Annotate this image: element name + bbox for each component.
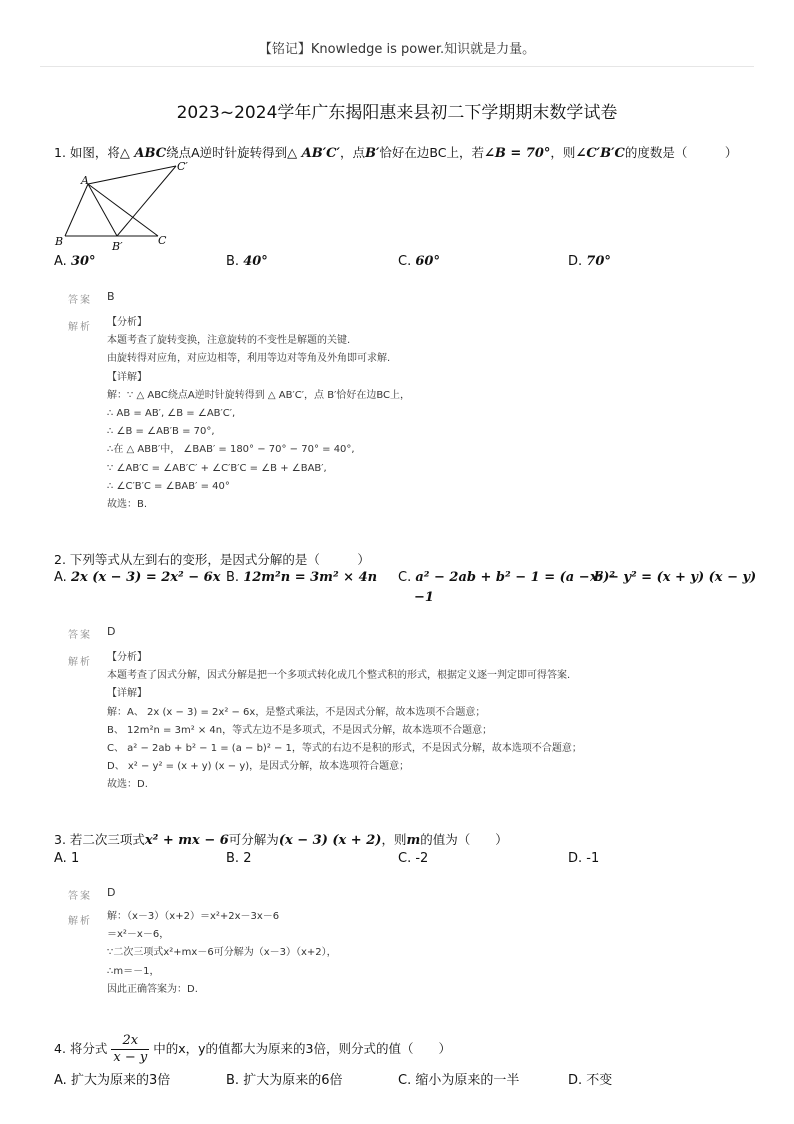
q1-math: ∠C′B′C <box>575 146 625 161</box>
option-letter: B. <box>226 1073 240 1088</box>
q2-option-c-continued <box>414 590 434 605</box>
q1-option-c[interactable] <box>398 254 440 269</box>
option-value: 1 <box>70 851 80 866</box>
q2-option-c[interactable] <box>398 570 615 585</box>
option-value: −1 <box>414 590 434 605</box>
header-motto: 【铭记】Knowledge is power.知识就是力量。 <box>258 42 536 57</box>
option-letter: D. <box>568 1073 583 1088</box>
q1-explain-label: 解析 <box>68 322 92 333</box>
q2-option-d[interactable] <box>590 570 790 585</box>
explain-line: 解：（x－3）（x+2）＝x²+2x－3x－6 <box>107 911 280 922</box>
fraction-denominator: x − y <box>113 1050 148 1065</box>
q3-stem-text: 3. 若二次三项式 <box>54 832 145 847</box>
option-value: -1 <box>586 851 600 866</box>
q1-stem-text: 的度数是（ ） <box>624 145 738 160</box>
q2-answer-label: 答案 <box>68 630 92 641</box>
label-A: A <box>81 174 89 187</box>
q4-option-a[interactable] <box>54 1069 170 1088</box>
q2-explanation <box>107 649 582 795</box>
q2-stem: 2. 下列等式从左到右的变形，是因式分解的是（ ） <box>54 552 370 567</box>
explain-line: ∵二次三项式x²+mx－6可分解为（x－3）（x+2）， <box>107 947 337 959</box>
q4-stem <box>54 1033 451 1066</box>
option-value: x² − y² = (x + y) (x − y) <box>590 570 757 585</box>
q1-option-a[interactable] <box>54 254 96 269</box>
explain-line: 【详解】 <box>107 688 147 700</box>
option-value: 缩小为原来的一半 <box>415 1073 520 1088</box>
q1-math: ∠B = 70° <box>484 146 551 161</box>
q4-option-c[interactable] <box>398 1069 519 1088</box>
label-B-prime: B′ <box>112 240 123 253</box>
option-letter: B. <box>226 254 240 269</box>
explain-line: 由旋转得对应角，对应边相等，利用等边对等角及外角即可求解. <box>107 353 391 365</box>
option-letter: A. <box>54 851 67 866</box>
q1-math: B′ <box>364 146 380 161</box>
option-value: 70° <box>586 254 611 269</box>
q2-option-a[interactable] <box>54 570 220 585</box>
option-letter: D. <box>568 254 583 269</box>
q1-stem-text: 1. 如图，将 <box>54 145 120 160</box>
header-divider <box>40 66 754 67</box>
option-letter: C. <box>398 570 412 585</box>
explain-line: 【分析】 <box>107 652 147 663</box>
figure-segment <box>65 184 88 236</box>
q2-answer-value: D <box>107 625 116 638</box>
q3-explain-label: 解析 <box>68 916 92 927</box>
explain-line: 解：∵ △ ABC绕点A逆时针旋转得到 △ AB′C′，点 B′恰好在边BC上， <box>107 389 411 401</box>
explain-line: C、 a² − 2ab + b² − 1 = (a − b)² − 1，等式的右边不是积的形式，不是因式分解，故本选项不合题意； <box>107 743 582 755</box>
q2-explain-label: 解析 <box>68 657 92 668</box>
q1-stem-text: 绕点A逆时针旋转得到 <box>166 145 288 160</box>
q1-explanation <box>107 314 410 514</box>
explain-line: B、 12m²n = 3m² × 4n，等式左边不是多项式，不是因式分解，故本选项不合题意； <box>107 724 493 736</box>
explain-line: ∴ ∠B = ∠AB′B = 70°, <box>107 426 215 438</box>
q3-option-a[interactable] <box>54 851 79 866</box>
explain-line: 解：A、 2x (x − 3) = 2x² − 6x，是整式乘法，不是因式分解，故本选项不合题意； <box>107 706 486 718</box>
explain-line: ∴m＝－1， <box>107 965 160 977</box>
explain-line: 故选：B. <box>107 499 148 511</box>
q1-stem-text: ，则 <box>550 145 576 160</box>
q4-stem-text: 中的x，y的值都大为原来的3倍，则分式的值（ ） <box>153 1041 451 1056</box>
explain-line: 【详解】 <box>107 371 147 383</box>
q3-option-d[interactable] <box>568 851 599 866</box>
q1-option-b[interactable] <box>226 254 268 269</box>
q4-stem-text: 4. 将分式 <box>54 1041 108 1056</box>
q3-math: (x − 3) (x + 2) <box>278 833 382 848</box>
q1-math: △ ABC <box>119 146 167 161</box>
option-letter: D. <box>568 851 583 866</box>
q4-option-d[interactable] <box>568 1069 612 1088</box>
option-value: 不变 <box>586 1073 613 1088</box>
explain-line: ∴ AB = AB′, ∠B = ∠AB′C′, <box>107 408 236 420</box>
q1-stem-text: ，点 <box>339 145 365 160</box>
q3-answer-label: 答案 <box>68 891 92 902</box>
q3-explanation <box>107 908 337 999</box>
q1-option-d[interactable] <box>568 254 611 269</box>
explain-line: ∵ ∠AB′C = ∠AB′C′ + ∠C′B′C = ∠B + ∠BAB′, <box>107 462 327 474</box>
option-value: 2x (x − 3) = 2x² − 6x <box>70 570 221 585</box>
page-title: 2023~2024学年广东揭阳惠来县初二下学期期末数学试卷 <box>176 103 618 123</box>
explain-line: ＝x²－x－6， <box>107 929 170 941</box>
option-value: 扩大为原来的3倍 <box>70 1073 171 1088</box>
explain-line: 【分析】 <box>107 317 147 328</box>
explain-line: ∴在 △ ABB′中， ∠BAB′ = 180° − 70° − 70° = 40°, <box>107 444 355 456</box>
q1-math: △ AB′C′ <box>287 146 340 161</box>
q1-answer-label: 答案 <box>68 295 92 306</box>
q2-option-b[interactable] <box>226 570 377 585</box>
q3-stem-text: ，则 <box>381 832 407 847</box>
option-value: 扩大为原来的6倍 <box>243 1073 343 1088</box>
explain-line: D、 x² − y² = (x + y) (x − y)，是因式分解，故本选项符合题意； <box>107 761 410 773</box>
explain-line: 本题考查了因式分解，因式分解是把一个多项式转化成几个整式积的形式，根据定义逐一判定即可得答案. <box>107 670 571 682</box>
q4-fraction <box>111 1033 149 1066</box>
option-value: 60° <box>415 254 440 269</box>
option-letter: A. <box>54 570 67 585</box>
option-letter: B. <box>226 570 240 585</box>
option-letter: A. <box>54 1073 67 1088</box>
option-value: 40° <box>243 254 268 269</box>
option-value: a² − 2ab + b² − 1 = (a − b)² <box>415 570 616 585</box>
figure-segment <box>88 184 117 236</box>
label-C: C <box>158 234 167 247</box>
option-value: -2 <box>415 851 429 866</box>
q3-stem-text: 的值为（ ） <box>420 832 508 847</box>
fraction-numerator: 2x <box>111 1033 149 1050</box>
q3-math: x² + mx − 6 <box>144 833 229 848</box>
explain-line: ∴ ∠C′B′C = ∠BAB′ = 40° <box>107 480 230 492</box>
option-letter: A. <box>54 254 67 269</box>
option-value: 2 <box>243 851 252 866</box>
q3-answer-value: D <box>107 886 116 899</box>
option-value: 30° <box>70 254 96 269</box>
q1-stem-text: 恰好在边BC上，若 <box>379 145 484 160</box>
option-letter: B. <box>226 851 240 866</box>
explain-line: 本题考查了旋转变换，注意旋转的不变性是解题的关键. <box>107 335 351 347</box>
label-C-prime: C′ <box>177 160 188 173</box>
q4-option-b[interactable] <box>226 1069 342 1088</box>
q3-stem <box>54 830 508 848</box>
q3-math: m <box>406 833 421 848</box>
label-B: B <box>55 235 64 248</box>
q1-answer-value: B <box>107 290 115 303</box>
q3-stem-text: 可分解为 <box>228 832 279 847</box>
explain-line: 故选：D. <box>107 779 148 791</box>
q1-triangle-figure <box>50 158 200 254</box>
option-letter: C. <box>398 1073 412 1088</box>
option-value: 12m²n = 3m² × 4n <box>243 570 378 585</box>
option-letter: C. <box>398 254 412 269</box>
q3-option-c[interactable] <box>398 851 428 866</box>
q3-option-b[interactable] <box>226 851 251 866</box>
explain-line: 因此正确答案为：D. <box>107 983 198 995</box>
option-letter: C. <box>398 851 412 866</box>
